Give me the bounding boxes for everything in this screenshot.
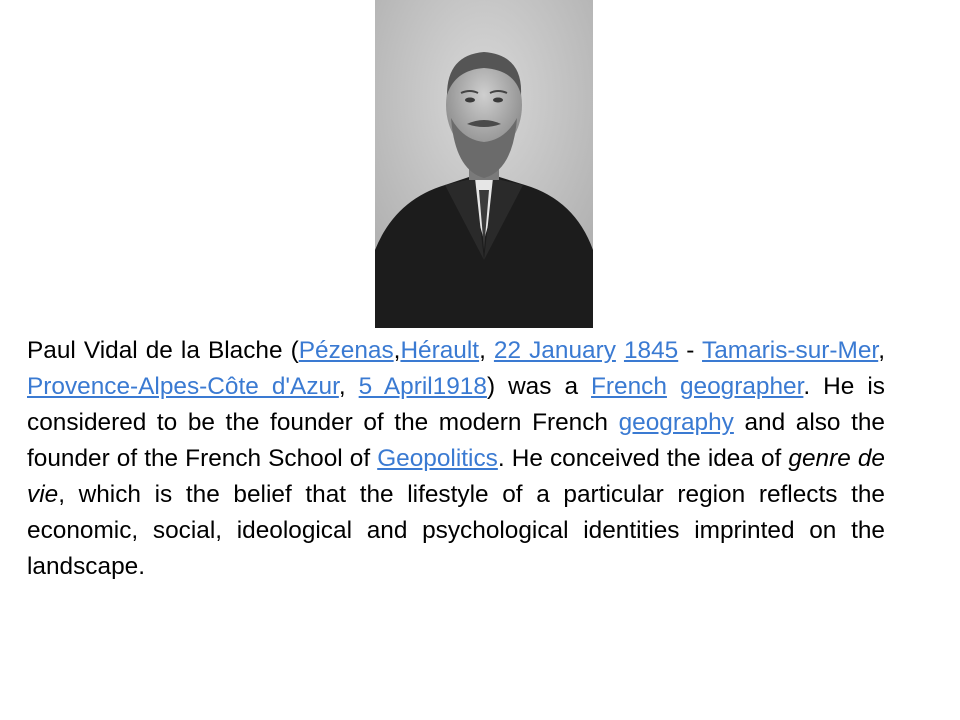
link-pezenas[interactable]: Pézenas — [298, 337, 394, 364]
bio-text — [616, 337, 624, 364]
bio-text: , — [338, 373, 359, 400]
link-french[interactable]: French — [591, 373, 667, 400]
bio-text: . He is considered to be the founder of the modern French — [27, 373, 885, 436]
link-herault[interactable]: Hérault — [400, 337, 480, 364]
bio-text: and also the founder of the French School of — [27, 409, 885, 472]
bio-text: Paul Vidal de la Blache ( — [27, 337, 299, 364]
bio-text: , which is the belief that the lifestyle of a particular region reflects the economic, social, ideological and psychological identities imprinted on the landscape. — [27, 481, 885, 580]
portrait-image — [375, 0, 593, 328]
link-geopolitics[interactable]: Geopolitics — [377, 445, 498, 472]
bio-text — [667, 373, 680, 400]
link-geographer[interactable]: geographer — [679, 373, 804, 400]
bio-text: , — [878, 337, 885, 364]
link-5-april-1918[interactable]: 5 April1918 — [358, 373, 487, 400]
link-geography[interactable]: geography — [618, 409, 734, 436]
bio-text: . He conceived the idea of — [497, 445, 789, 472]
portrait-photo — [375, 0, 593, 328]
bio-text: , — [479, 337, 494, 364]
biography-paragraph — [27, 333, 885, 585]
link-provence-alpes-cote-dazur[interactable]: Provence-Alpes-Côte d'Azur — [27, 373, 339, 400]
link-tamaris-sur-mer[interactable]: Tamaris-sur-Mer — [702, 337, 879, 364]
bio-text: , — [393, 337, 401, 364]
genre-de-vie-term: genre de vie — [27, 445, 885, 508]
bio-text: ) was a — [486, 373, 592, 400]
bio-text: - — [678, 337, 703, 364]
link-1845[interactable]: 1845 — [623, 337, 679, 364]
link-22-january[interactable]: 22 January — [493, 337, 616, 364]
